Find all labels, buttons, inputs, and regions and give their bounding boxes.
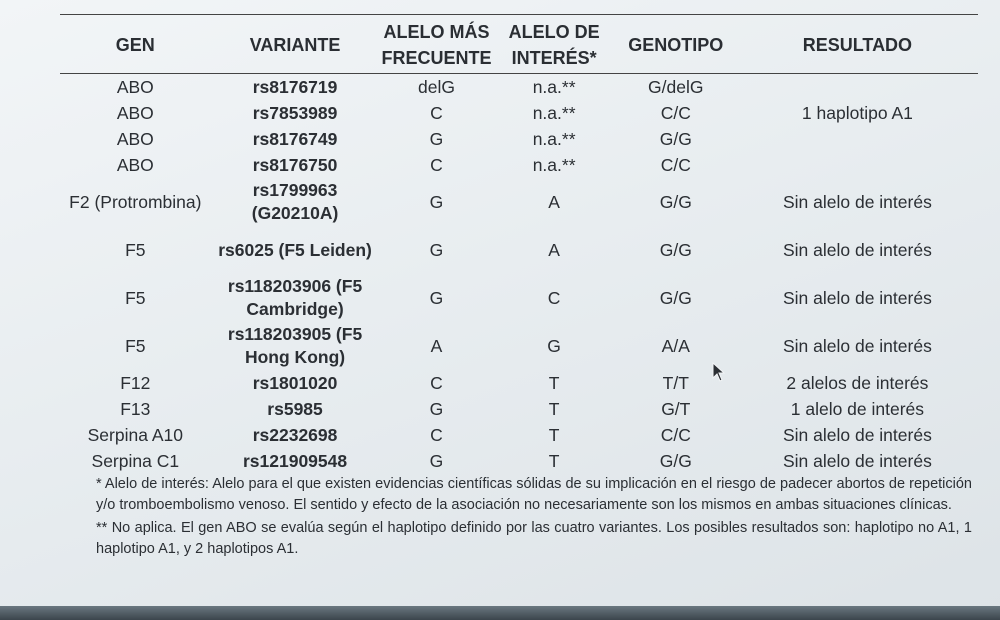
cell-resultado [737,126,978,152]
cell-gen: Serpina C1 [91,450,180,471]
monitor-bezel [0,606,1000,620]
cell-frecuente: G [429,287,444,308]
cell-frecuente: G [429,450,444,471]
table-row [60,152,978,178]
cell-gen: F12 [120,372,151,393]
cell-genotipo: T/T [662,372,689,393]
cell-gen: F5 [125,335,146,356]
cell-resultado: Sin alelo de interés [782,287,932,308]
cell-gen: F5 [125,287,146,308]
cell-variante: rs1799963 (G20210A) [251,180,339,223]
header-alelo-frecuente: ALELO MÁS FRECUENTE [381,22,492,68]
table-row [60,178,978,226]
cell-resultado: Sin alelo de interés [782,335,932,356]
cell-genotipo: G/G [659,128,692,149]
header-variante: VARIANTE [249,35,341,55]
cell-variante: rs8176749 [252,128,338,149]
cell-interes: T [548,398,560,419]
table-row [60,396,978,422]
cell-interes: n.a.** [532,76,576,97]
genetic-results-table-wrap [60,14,978,474]
cell-resultado: Sin alelo de interés [782,450,932,471]
cell-genotipo: G/T [661,398,691,419]
cell-resultado: 1 haplotipo A1 [801,102,913,123]
cell-resultado: Sin alelo de interés [782,424,932,445]
cell-interes: A [548,239,560,260]
cell-frecuente: G [429,239,444,260]
cell-interes: A [548,191,560,212]
cell-genotipo: G/G [659,450,692,471]
cell-resultado: Sin alelo de interés [782,239,932,260]
cell-variante: rs5985 [267,398,323,419]
cell-variante: rs6025 (F5 Leiden) [218,239,372,260]
cell-gen: ABO [116,128,154,149]
cell-frecuente: G [429,398,444,419]
footnote-alelo-interes: * Alelo de interés: Alelo para el que existen evidencias científicas sólidas de su implicación en el riesgo de padecer abortos de repetición y/o tromboembolismo venoso. El sentido y efecto de la asociación no necesariamente son los mismos en ambas situaciones clínicas. [96,476,972,513]
cell-interes: n.a.** [532,102,576,123]
cell-gen: ABO [116,102,154,123]
table-row [60,370,978,396]
table-header-row [60,15,978,74]
footnotes [96,474,972,562]
cell-genotipo: C/C [660,424,691,445]
cell-variante: rs8176719 [252,76,338,97]
table-row [60,100,978,126]
cell-interes: T [548,424,560,445]
cell-variante: rs7853989 [252,102,338,123]
cell-frecuente: C [430,154,443,175]
cell-frecuente: delG [417,76,455,97]
table-row [60,226,978,274]
cell-variante: rs8176750 [252,154,338,175]
table-row [60,126,978,152]
header-resultado: RESULTADO [802,35,913,55]
cell-resultado: 1 alelo de interés [790,398,925,419]
footnote-no-aplica: ** No aplica. El gen ABO se evalúa según el haplotipo definido por las cuatro variantes. Los posibles resultados son: haplotipo no A1, 1 haplotipo A1, y 2 haplotipos A1. [96,520,972,557]
table-row [60,448,978,474]
cell-frecuente: C [430,102,443,123]
table-row [60,422,978,448]
cell-gen: ABO [116,76,154,97]
header-gen: GEN [115,35,155,55]
cell-interes: G [547,335,561,356]
cell-variante: rs121909548 [242,450,348,471]
cell-genotipo: G/G [659,287,692,308]
cell-gen: Serpina A10 [87,424,183,445]
mouse-pointer-icon [712,362,726,382]
genetic-results-table [60,14,978,474]
cell-genotipo: G/delG [648,76,704,97]
table-row [60,322,978,370]
cell-gen: F13 [120,398,151,419]
cell-frecuente: C [430,424,443,445]
cell-genotipo: C/C [660,154,691,175]
cell-interes: T [548,372,560,393]
cell-resultado [737,152,978,178]
header-alelo-interes: ALELO DE INTERÉS* [508,22,600,68]
cell-genotipo: G/G [659,239,692,260]
cell-resultado [737,74,978,101]
cell-frecuente: G [429,191,444,212]
cell-resultado: 2 alelos de interés [786,372,929,393]
cell-variante: rs2232698 [252,424,338,445]
cell-genotipo: A/A [661,335,690,356]
cell-interes: C [547,287,561,308]
cell-frecuente: G [429,128,444,149]
table-row [60,274,978,322]
cell-variante: rs1801020 [252,372,338,393]
cell-gen: F5 [125,239,146,260]
cell-interes: n.a.** [532,128,576,149]
cell-variante: rs118203906 (F5 Cambridge) [227,276,363,319]
cell-interes: n.a.** [532,154,576,175]
cell-genotipo: G/G [659,191,692,212]
cell-frecuente: A [430,335,443,356]
cell-interes: T [548,450,560,471]
cell-gen: F2 (Protrombina) [69,191,202,212]
cell-gen: ABO [116,154,154,175]
cell-frecuente: C [430,372,443,393]
cell-resultado: Sin alelo de interés [782,191,932,212]
cell-genotipo: C/C [660,102,691,123]
cell-variante: rs118203905 (F5 Hong Kong) [227,324,363,367]
header-genotipo: GENOTIPO [628,35,724,55]
table-row [60,74,978,101]
